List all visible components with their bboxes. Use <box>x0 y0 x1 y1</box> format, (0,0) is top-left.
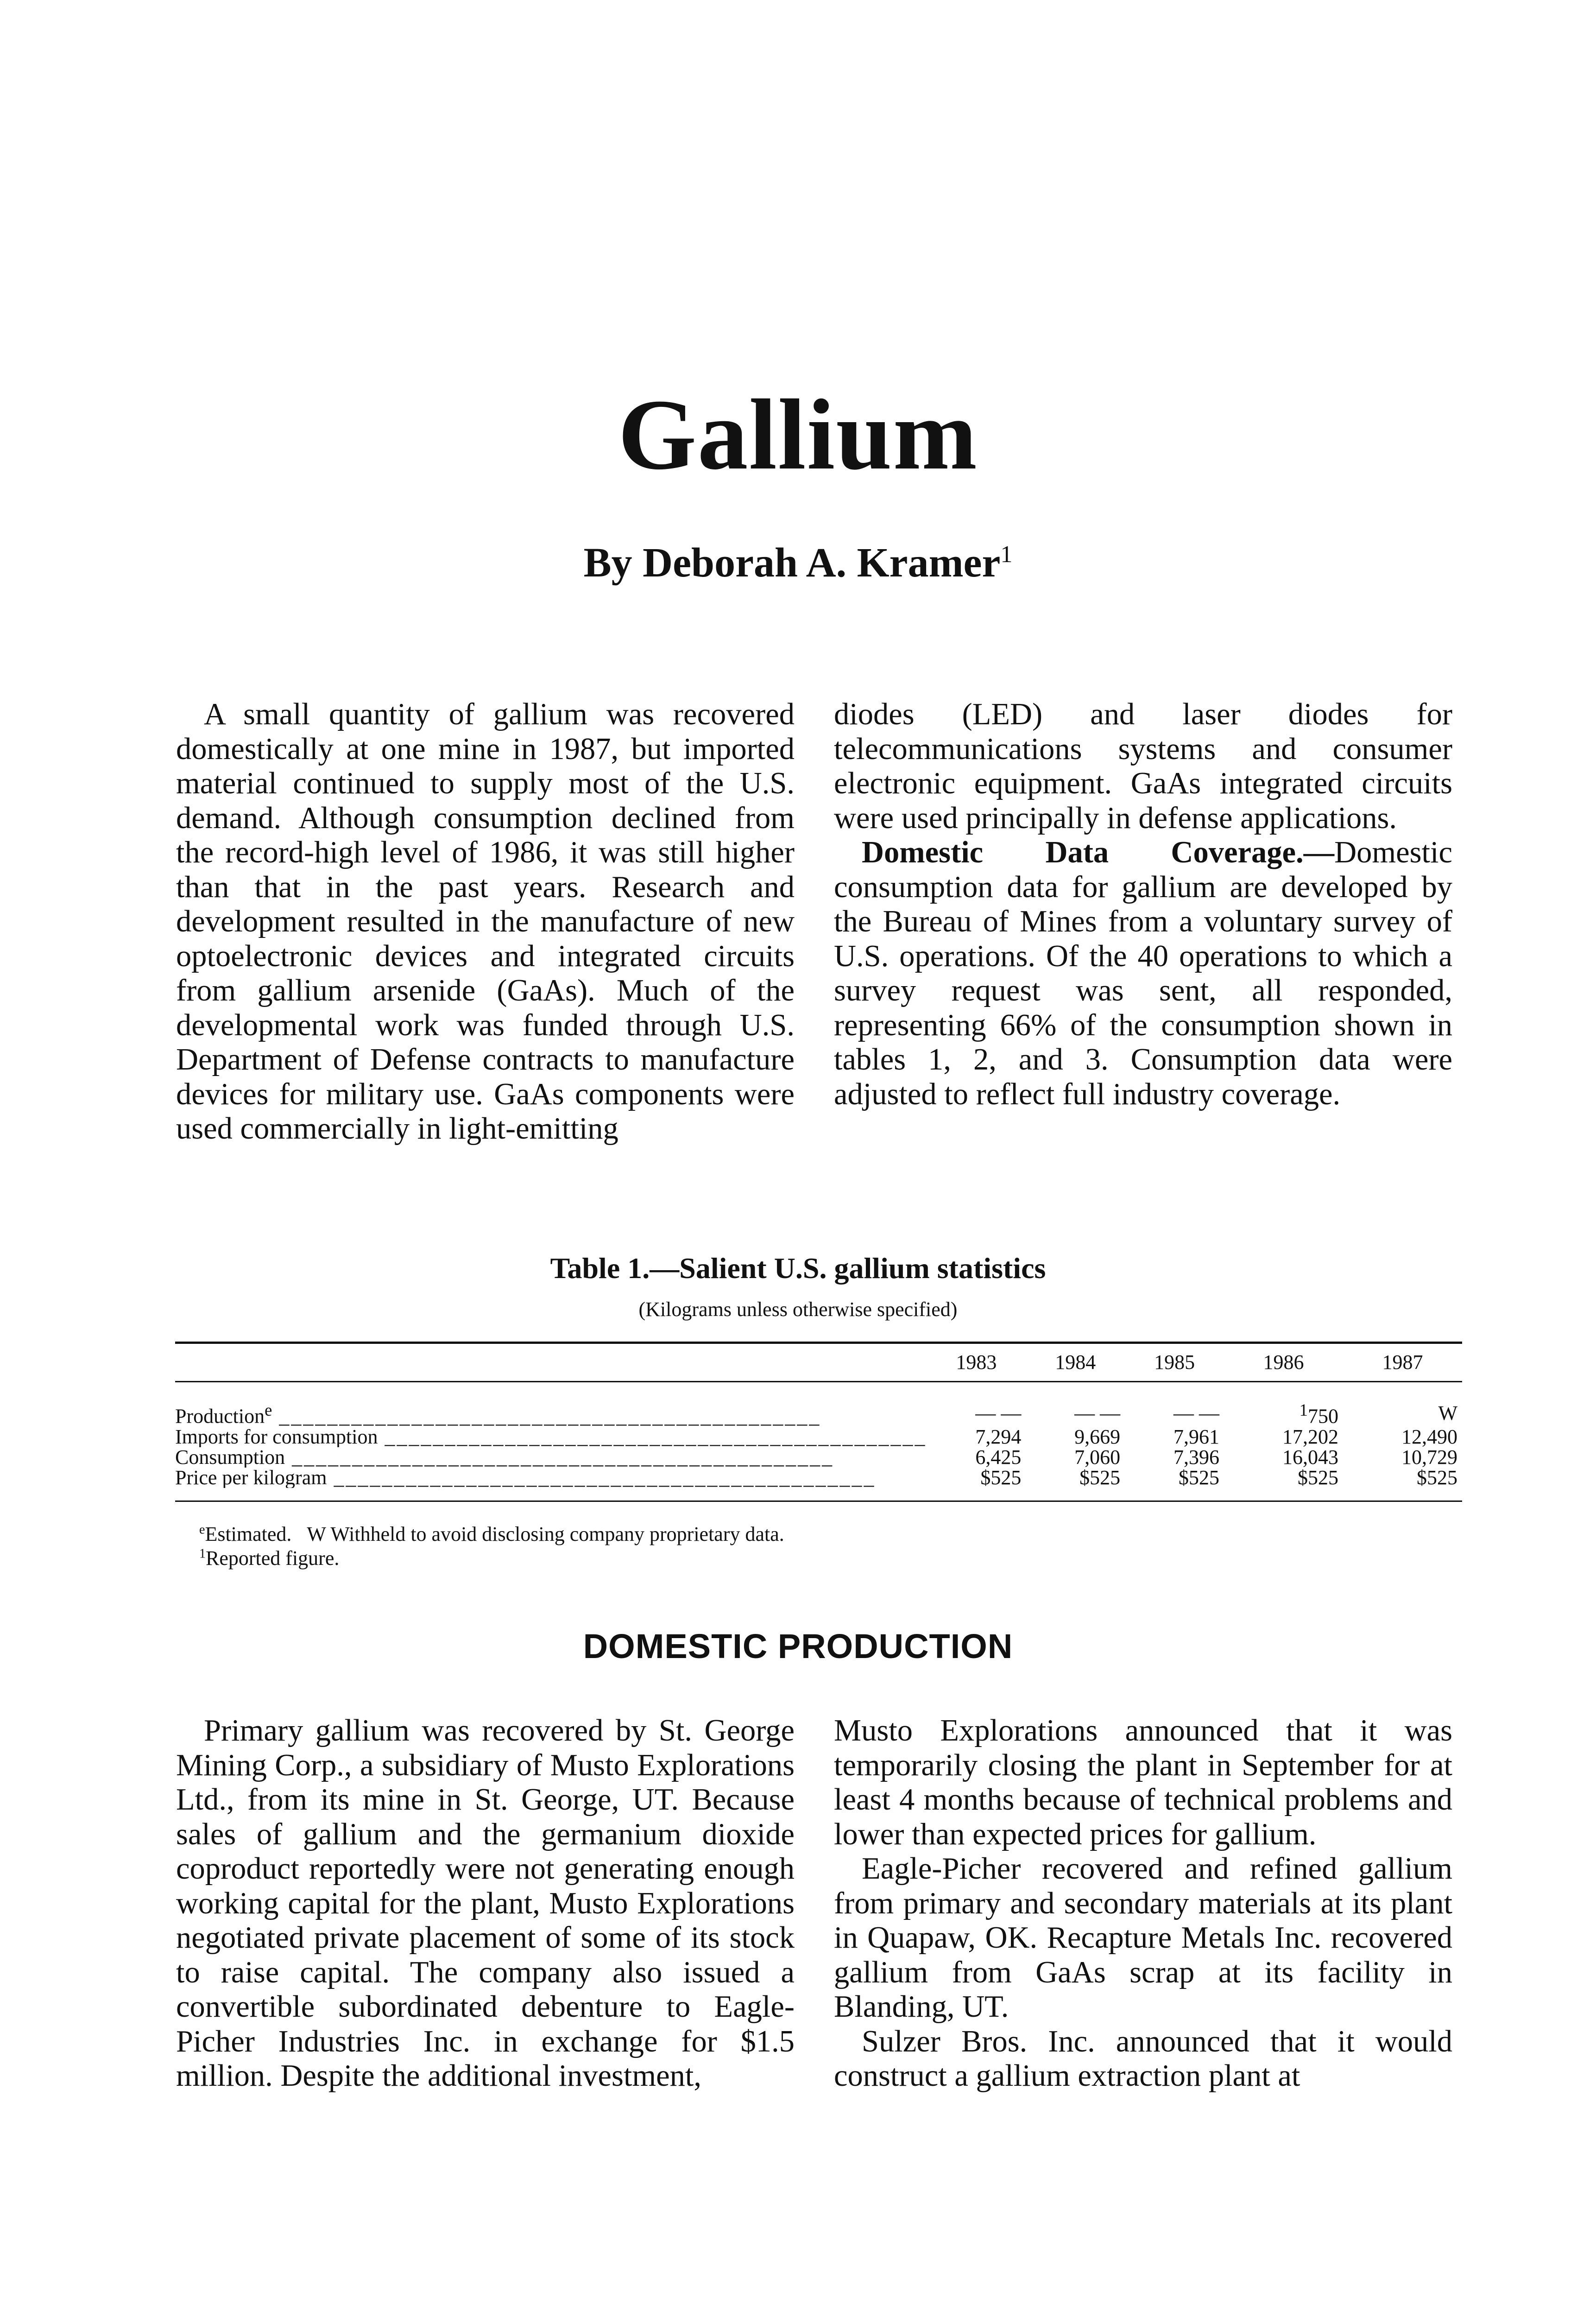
row-label-text: Production <box>175 1405 265 1427</box>
intro-column-left <box>176 697 795 1146</box>
domestic-column-left <box>176 1714 795 2094</box>
domestic-paragraph-1 <box>176 1714 795 2094</box>
intro-paragraph-2 <box>834 836 1452 1112</box>
section-heading-domestic-production: DOMESTIC PRODUCTION <box>583 1627 1013 1665</box>
salient-statistics-table <box>175 1342 1462 1488</box>
table-cell: 10,729 <box>1401 1445 1457 1469</box>
byline-footnote-mark: 1 <box>1000 541 1013 568</box>
table-footnote-line-2 <box>199 1546 339 1570</box>
footnote-estimated: Estimated. <box>205 1523 292 1545</box>
table-1-subtitle: (Kilograms unless otherwise specified) <box>638 1298 958 1321</box>
intro-paragraph-1-part-a: A small quantity of gallium was recovered domestically at one mine in 1987, but imported material continued to supply most of the U.S. demand. Although consumption declined from the record-high level of 1986, it was still higher than that in the past years. Research and development resulted in the manufacture of new optoelectronic devices and integrated circuits from gallium arsenide (GaAs). Much of the developmental work was funded through U.S. Department of Defense contracts to manufacture devices for military use. GaAs components were used commercially in light-emitting <box>176 697 795 1146</box>
footnote-mark-1: 1 <box>199 1546 206 1561</box>
row-label: Price per kilogram _____ <box>175 1468 927 1488</box>
table-cell: W <box>1438 1401 1457 1424</box>
table-row-imports <box>175 1427 1462 1447</box>
footnote-withheld: W Withheld to avoid disclosing company proprietary data. <box>307 1523 784 1545</box>
intro-paragraph-1-part-b: diodes (LED) and laser diodes for telecommunications systems and consumer electronic equipment. GaAs integrated circuits were used principally in defense applications. <box>834 697 1452 835</box>
row-label: Consumption _____ <box>175 1447 927 1468</box>
table-cell-value: 750 <box>1307 1405 1338 1428</box>
table-footnote-line-1 <box>199 1522 784 1546</box>
table-1-title: Table 1.—Salient U.S. gallium statistics <box>550 1252 1046 1285</box>
table-cell: — — <box>975 1401 1022 1424</box>
data-coverage-text: Domestic consumption data for gallium are developed by the Bureau of Mines from a voluntary survey of U.S. operations. Of the 40 operations to which a survey request was sent, all responded, representing 66% of the consumption shown in tables 1, 2, and 3. Consumption data were adjusted to reflect full industry coverage. <box>834 836 1452 1111</box>
table-cell: — — <box>1074 1401 1121 1424</box>
table-header-year: 1986 <box>1263 1350 1304 1374</box>
table-cell: 7,396 <box>1173 1445 1219 1469</box>
table-cell: $525 <box>1079 1466 1121 1489</box>
table-cell <box>1224 1382 1343 1427</box>
author-name: By Deborah A. Kramer <box>583 540 1001 586</box>
table-cell: $525 <box>1417 1466 1457 1489</box>
table-cell: $525 <box>1297 1466 1338 1489</box>
footnote-reported: Reported figure. <box>206 1547 340 1570</box>
intro-paragraph-1-continued <box>834 697 1452 836</box>
domestic-column-right <box>834 1714 1452 2094</box>
table-row-consumption <box>175 1447 1462 1468</box>
table-row-price <box>175 1468 1462 1488</box>
table-cell: $525 <box>1179 1466 1219 1489</box>
row-label: Imports for consumption _____ <box>175 1427 927 1447</box>
table-cell: 7,294 <box>975 1425 1022 1448</box>
domestic-paragraph-2: Eagle-Picher recovered and refined gallium from primary and secondary materials at its plant in Quapaw, OK. Recapture Metals Inc. recovered gallium from GaAs scrap at its facility in Blanding, UT. <box>834 1852 1452 2024</box>
domestic-paragraph-1-part-b: Musto Explorations announced that it was temporarily closing the plant in September for at least 4 months because of technical problems and lower than expected prices for gallium. <box>834 1714 1452 1851</box>
table-row-production <box>175 1382 1462 1427</box>
table-header-year: 1983 <box>956 1350 997 1374</box>
table-cell: 16,043 <box>1282 1445 1338 1469</box>
table-cell: 17,202 <box>1282 1425 1338 1448</box>
domestic-paragraph-1-part-a: Primary gallium was recovered by St. George Mining Corp., a subsidiary of Musto Explorations Ltd., from its mine in St. George, UT. Because sales of gallium and the germanium dioxide coproduct reportedly were not generating enough working capital for the plant, Musto Explorations negotiated private placement of some of its stock to raise capital. The company also issued a convertible subordinated debenture to Eagle-Picher Industries Inc. in exchange for $1.5 million. Despite the additional investment, <box>176 1714 795 2093</box>
table-cell: 7,060 <box>1074 1445 1121 1469</box>
table-cell: 9,669 <box>1074 1425 1121 1448</box>
table-cell: — — <box>1173 1401 1219 1424</box>
table-header-year: 1984 <box>1055 1350 1096 1374</box>
reported-note-mark: 1 <box>1299 1400 1308 1419</box>
table-header-year: 1987 <box>1382 1350 1423 1374</box>
domestic-paragraph-3: Sulzer Bros. Inc. announced that it would construct a gallium extraction plant at <box>834 2024 1452 2093</box>
table-bottom-rule <box>175 1500 1462 1502</box>
table-cell: 7,961 <box>1173 1425 1219 1448</box>
table-cell: 12,490 <box>1401 1425 1457 1448</box>
table-header-row <box>175 1342 1462 1382</box>
article-byline <box>0 542 1596 584</box>
table-cell: $525 <box>980 1466 1022 1489</box>
row-label <box>175 1382 927 1427</box>
article-title: Gallium <box>618 379 978 491</box>
data-coverage-runin-head: Domestic Data Coverage.— <box>862 836 1335 869</box>
table-header-blank <box>175 1342 927 1382</box>
table-header-year: 1985 <box>1154 1350 1195 1374</box>
domestic-paragraph-1-continued <box>834 1714 1452 1852</box>
footnote-mark-e: e <box>199 1522 205 1537</box>
estimated-note-mark: e <box>265 1400 272 1419</box>
intro-column-right <box>834 697 1452 1112</box>
table-cell: 6,425 <box>975 1445 1022 1469</box>
intro-paragraph-1 <box>176 697 795 1146</box>
